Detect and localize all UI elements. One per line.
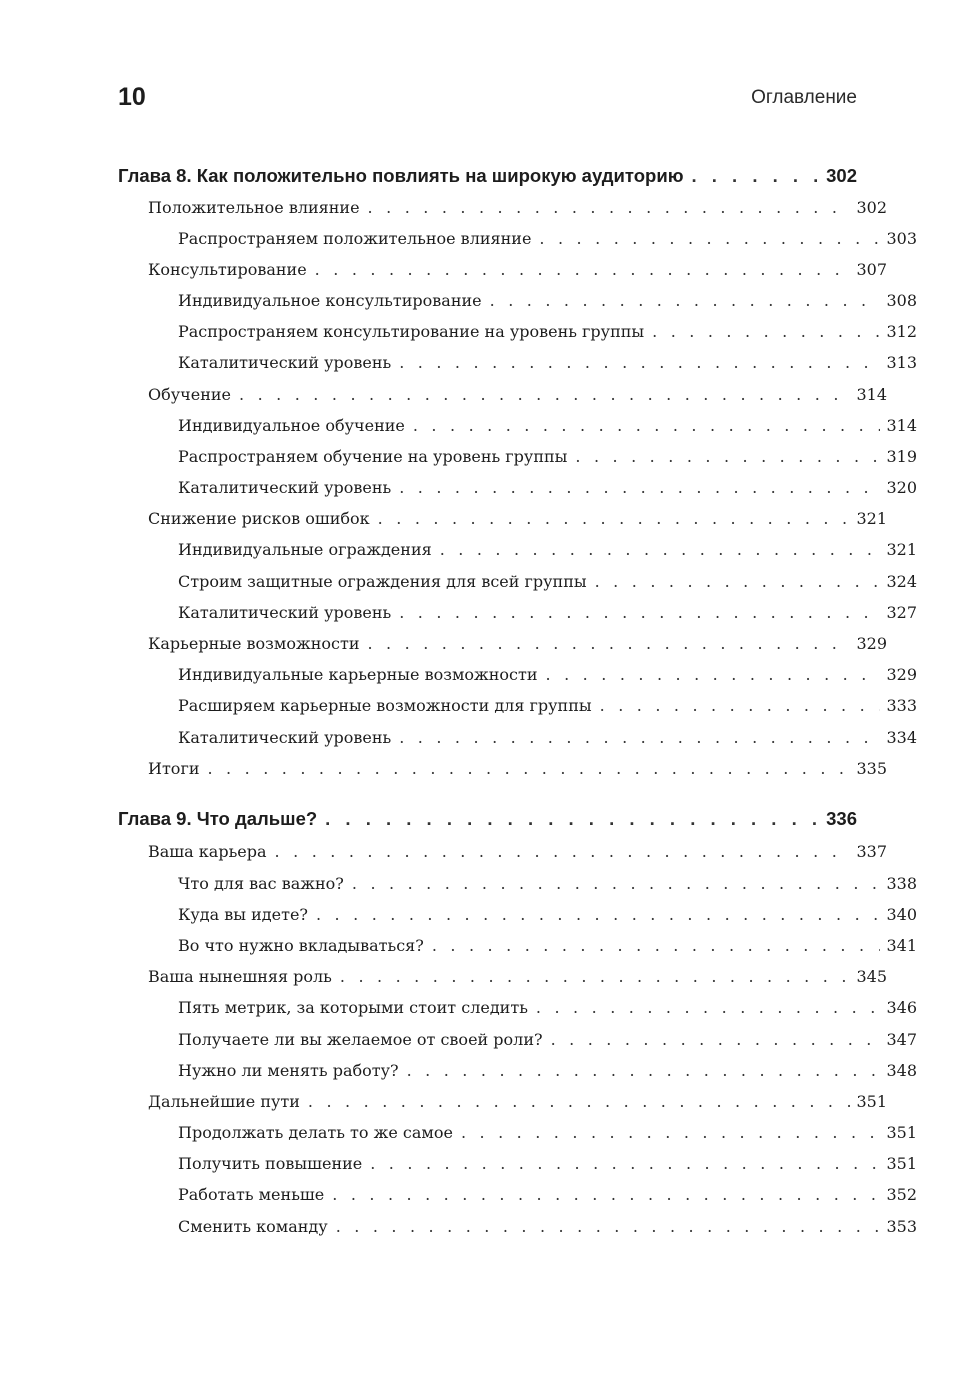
toc-entry[interactable] — [118, 753, 887, 781]
toc-entry-page: 320 — [886, 478, 917, 497]
toc-entry-title: Индивидуальное обучение — [178, 416, 405, 435]
toc-entry-page: 314 — [856, 385, 887, 404]
dot-leader — [315, 258, 851, 282]
dot-leader — [652, 320, 880, 344]
toc-entry-title: Каталитический уровень — [178, 728, 392, 747]
toc-entry-title: Итоги — [148, 759, 200, 778]
dot-leader — [340, 965, 851, 989]
toc-entry[interactable] — [118, 1179, 917, 1207]
toc-entry-title: Ваша карьера — [148, 842, 267, 861]
toc-entry-page: 338 — [886, 874, 917, 893]
dot-leader — [461, 1121, 881, 1145]
dot-leader — [207, 757, 850, 781]
toc-entry-page: 345 — [856, 967, 887, 986]
toc-entry[interactable] — [118, 254, 887, 282]
toc-entry-title: Каталитический уровень — [178, 478, 392, 497]
dot-leader — [539, 227, 880, 251]
page-number: 10 — [118, 83, 146, 111]
toc-chapter[interactable] — [118, 803, 857, 831]
toc-entry-title: Строим защитные ограждения для всей группы — [178, 572, 587, 591]
toc-entry-page: 319 — [886, 447, 917, 466]
toc-entry-page: 351 — [886, 1123, 917, 1142]
toc-entry-page: 302 — [826, 165, 857, 186]
dot-leader — [413, 414, 881, 438]
toc-entry-page: 329 — [856, 634, 887, 653]
running-title: Оглавление — [751, 87, 857, 108]
dot-leader — [316, 903, 880, 927]
toc-entry-title: Обучение — [148, 385, 232, 404]
toc-entry-title: Во что нужно вкладываться? — [178, 936, 424, 955]
toc-chapter[interactable] — [118, 160, 857, 188]
toc-entry[interactable] — [118, 659, 917, 687]
toc-entry-page: 327 — [886, 603, 917, 622]
toc-entry[interactable] — [118, 566, 917, 594]
toc-entry[interactable] — [118, 1117, 917, 1145]
toc-entry-page: 313 — [886, 353, 917, 372]
toc-entry[interactable] — [118, 961, 887, 989]
toc-entry[interactable] — [118, 1211, 917, 1239]
dot-leader — [368, 196, 851, 220]
toc-entry-page: 351 — [856, 1092, 887, 1111]
toc-entry-title: Снижение рисков ошибок — [148, 509, 370, 528]
dot-leader — [546, 663, 881, 687]
dot-leader — [399, 476, 880, 500]
dot-leader — [399, 601, 880, 625]
toc-entry[interactable] — [118, 899, 917, 927]
toc-entry-title: Каталитический уровень — [178, 353, 392, 372]
toc-entry-title: Распространяем положительное влияние — [178, 229, 532, 248]
toc-entry-page: 353 — [886, 1217, 917, 1236]
toc-entry-page: 303 — [886, 229, 917, 248]
toc-entry-page: 347 — [886, 1030, 917, 1049]
toc-entry-title: Что для вас важно? — [178, 874, 344, 893]
toc-entry-title: Глава 8. Как положительно повлиять на широкую аудиторию — [118, 165, 684, 186]
toc-entry-page: 334 — [886, 728, 917, 747]
toc-entry-title: Пять метрик, за которыми стоит следить — [178, 998, 528, 1017]
toc-entry-page: 351 — [886, 1154, 917, 1173]
dot-leader — [490, 289, 881, 313]
toc-entry[interactable] — [118, 690, 917, 718]
toc-entry-page: 302 — [856, 198, 887, 217]
dot-leader — [600, 694, 881, 718]
dot-leader — [325, 807, 820, 831]
dot-leader — [440, 538, 881, 562]
toc-entry-title: Консультирование — [148, 260, 307, 279]
dot-leader — [336, 1215, 881, 1239]
dot-leader — [332, 1183, 880, 1207]
toc-entry[interactable] — [118, 379, 887, 407]
toc-entry-page: 308 — [886, 291, 917, 310]
toc-entry-title: Куда вы идете? — [178, 905, 308, 924]
toc-entry-page: 307 — [856, 260, 887, 279]
toc-entry[interactable] — [118, 285, 917, 313]
toc-entry[interactable] — [118, 836, 887, 864]
toc-entry-page: 324 — [886, 572, 917, 591]
toc-entry[interactable] — [118, 347, 917, 375]
dot-leader — [370, 1152, 880, 1176]
toc-entry-page: 346 — [886, 998, 917, 1017]
toc-entry-page: 340 — [886, 905, 917, 924]
toc-entry[interactable] — [118, 503, 887, 531]
toc-entry-title: Продолжать делать то же самое — [178, 1123, 453, 1142]
toc-entry-title: Индивидуальные ограждения — [178, 540, 432, 559]
toc-entry-page: 312 — [886, 322, 917, 341]
toc-entry[interactable] — [118, 441, 917, 469]
toc-entry-page: 335 — [856, 759, 887, 778]
toc-entry-title: Ваша нынешняя роль — [148, 967, 332, 986]
toc-entry[interactable] — [118, 472, 917, 500]
toc-entry-title: Нужно ли менять работу? — [178, 1061, 399, 1080]
toc-entry[interactable] — [118, 597, 917, 625]
toc-entry[interactable] — [118, 868, 917, 896]
toc-entry-page: 337 — [856, 842, 887, 861]
toc-entry-title: Глава 9. Что дальше? — [118, 808, 318, 829]
toc-entry-page: 321 — [856, 509, 887, 528]
dot-leader — [399, 726, 880, 750]
toc-entry-title: Индивидуальное консультирование — [178, 291, 482, 310]
toc-entry[interactable] — [118, 992, 917, 1020]
dot-leader — [308, 1090, 851, 1114]
toc-entry[interactable] — [118, 1148, 917, 1176]
toc-entry-title: Сменить команду — [178, 1217, 328, 1236]
toc-entry-page: 329 — [886, 665, 917, 684]
toc-entry-title: Распространяем консультирование на уровень группы — [178, 322, 645, 341]
toc-entry-title: Каталитический уровень — [178, 603, 392, 622]
dot-leader — [239, 383, 850, 407]
dot-leader — [378, 507, 851, 531]
toc-entry-page: 321 — [886, 540, 917, 559]
toc-entry-title: Индивидуальные карьерные возможности — [178, 665, 538, 684]
toc-entry[interactable] — [118, 722, 917, 750]
toc-entry-title: Карьерные возможности — [148, 634, 360, 653]
toc-entry-title: Работать меньше — [178, 1185, 325, 1204]
toc-entry-title: Получаете ли вы желаемое от своей роли? — [178, 1030, 543, 1049]
toc-entry[interactable] — [118, 1086, 887, 1114]
dot-leader — [536, 996, 881, 1020]
toc-entry-page: 348 — [886, 1061, 917, 1080]
dot-leader — [575, 445, 880, 469]
toc-entry[interactable] — [118, 316, 917, 344]
toc-entry[interactable] — [118, 192, 887, 220]
toc-entry[interactable] — [118, 410, 917, 438]
toc-entry[interactable] — [118, 223, 917, 251]
dot-leader — [432, 934, 881, 958]
dot-leader — [551, 1028, 881, 1052]
toc-entry-page: 333 — [886, 696, 917, 715]
dot-leader — [275, 840, 851, 864]
toc-entry-title: Распространяем обучение на уровень группы — [178, 447, 568, 466]
dot-leader — [399, 351, 880, 375]
toc-entry-title: Положительное влияние — [148, 198, 360, 217]
dot-leader — [367, 632, 850, 656]
toc-entry-page: 352 — [886, 1185, 917, 1204]
toc-entry-title: Дальнейшие пути — [148, 1092, 300, 1111]
toc-entry-title: Получить повышение — [178, 1154, 363, 1173]
toc-entry-title: Расширяем карьерные возможности для группы — [178, 696, 592, 715]
dot-leader — [407, 1059, 881, 1083]
toc-entry[interactable] — [118, 1055, 917, 1083]
toc-entry[interactable] — [118, 628, 887, 656]
toc-entry-page: 314 — [886, 416, 917, 435]
toc-entry-page: 336 — [826, 808, 857, 829]
toc-entry[interactable] — [118, 1024, 917, 1052]
dot-leader — [595, 570, 881, 594]
toc-entry[interactable] — [118, 534, 917, 562]
dot-leader — [692, 164, 821, 188]
toc-entry[interactable] — [118, 930, 917, 958]
toc-entry-page: 341 — [886, 936, 917, 955]
dot-leader — [352, 872, 881, 896]
